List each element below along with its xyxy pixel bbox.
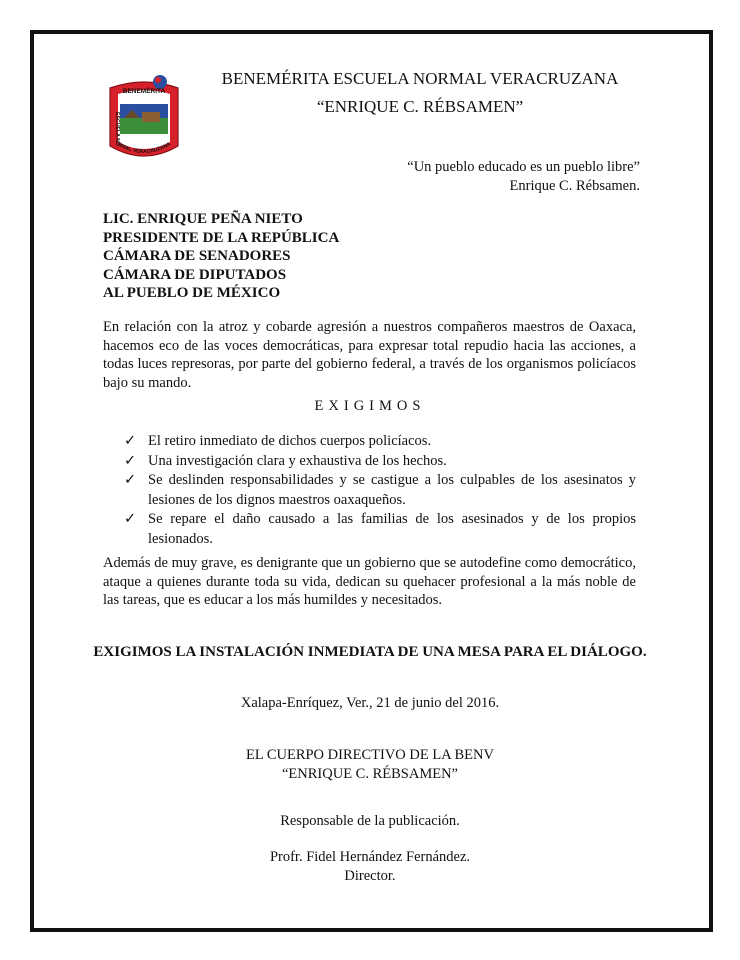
check-icon: ✓ [124,511,137,527]
intro-paragraph: En relación con la atroz y cobarde agresión a nuestros compañeros maestros de Oaxaca, hacemos eco de las voces democráticas, para expresar total repudio hacia las acciones, a todas luces represoras, por parte del gobierno federal, a través de los organismos policíacos bajo su mando. [103,319,636,391]
epigraph-author: Enrique C. Rébsamen. [509,178,640,194]
responsible-label: Responsable de la publicación. [280,813,460,829]
addressee-line: AL PUEBLO DE MÉXICO [103,285,281,301]
addressee-line: CÁMARA DE SENADORES [103,248,291,264]
responsible-block [0,848,740,885]
school-name: BENEMÉRITA ESCUELA NORMAL VERACRUZANA [221,69,619,88]
addressee-block [103,210,339,303]
demand-text: Se repare el daño causado a las familias de los asesinados y de los propios lesionados. [148,511,636,547]
svg-text:ESCUELA NORMAL VERACRUZANA: ESCUELA NORMAL VERACRUZANA [114,112,172,156]
final-demand: EXIGIMOS LA INSTALACIÓN INMEDIATA DE UNA MESA PARA EL DIÁLOGO. [93,644,647,660]
signatory-block [0,746,740,783]
addressee-line: LIC. ENRIQUE PEÑA NIETO [103,211,303,227]
epigraph [407,158,640,196]
svg-text:BENEMÉRITA: BENEMÉRITA [122,88,166,95]
demand-item [124,510,636,549]
check-icon: ✓ [124,472,137,488]
demands-list [124,432,636,549]
responsible-name: Profr. Fidel Hernández Fernández. [269,849,471,865]
check-icon: ✓ [124,452,137,469]
demand-item [124,452,636,472]
signatory-line: EL CUERPO DIRECTIVO DE LA BENV [246,747,494,763]
demand-item [124,432,636,452]
signatory-line: “ENRIQUE C. RÉBSAMEN” [281,765,458,782]
addressee-line: PRESIDENTE DE LA REPÚBLICA [103,229,340,246]
demand-text: Se deslinden responsabilidades y se castigue a los culpables de los asesinatos y lesiones de los dignos maestros oaxaqueños. [148,472,636,508]
demand-text: El retiro inmediato de dichos cuerpos policíacos. [148,433,432,449]
check-icon: ✓ [124,433,137,449]
addressee-line: CÁMARA DE DIPUTADOS [103,266,287,283]
epigraph-text: “Un pueblo educado es un pueblo libre” [407,159,640,175]
demands-heading: EXIGIMOS [314,398,426,414]
school-seal-logo [106,66,182,162]
closing-paragraph: Además de muy grave, es denigrante que un gobierno que se autodefine como democrático, ataque a quienes durante toda su vida, dedican su quehacer profesional a la más noble de las tareas, que es educar a los más humildes y necesitados. [103,555,636,608]
demand-item [124,471,636,510]
demand-text: Una investigación clara y exhaustiva de los hechos. [148,452,447,469]
school-subname: “ENRIQUE C. RÉBSAMEN” [316,97,524,116]
responsible-title: Director. [344,867,396,884]
place-date: Xalapa-Enríquez, Ver., 21 de junio del 2016. [240,695,500,711]
